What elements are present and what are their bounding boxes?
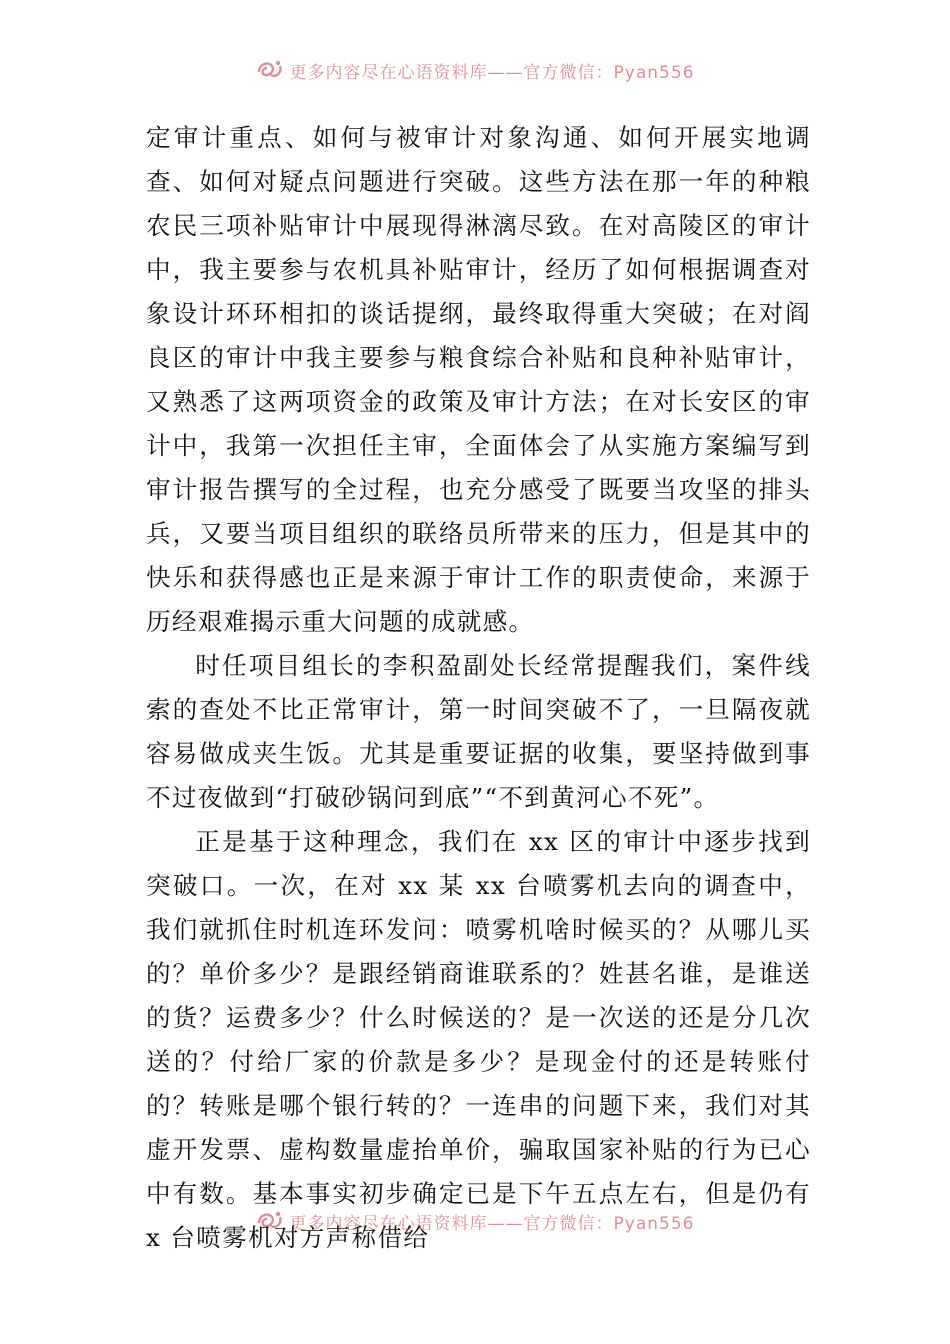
paragraph-3: 正是基于这种理念，我们在 xx 区的审计中逐步找到突破口。一次，在对 xx 某 xx 台喷雾机去向的调查中，我们就抓住时机连环发问：喷雾机啥时候买的？从哪儿买的？单价多少？是跟经销商谁联系的？姓甚名谁，是谁送的货？运费多少？什么时候送的？是一次送的还是分几次送的？付给厂家的价款是多少？是现金付的还是转账付的？转账是哪个银行转的？一连串的问题下来，我们对其虚开发票、虚构数量虚抬单价，骗取国家补贴的行为已心中有数。基本事实初步确定已是下午五点左右，但是仍有 x 台喷雾机对方声称借给 — [146, 827, 811, 1252]
watermark-text: 更多内容尽在心语资料库——官方微信：Pyan556 — [289, 1213, 695, 1234]
document-body — [146, 116, 811, 1260]
watermark-header — [0, 55, 950, 85]
paragraph-1: 定审计重点、如何与被审计对象沟通、如何开展实地调查、如何对疑点问题进行突破。这些方法在那一年的种粮农民三项补贴审计中展现得淋漓尽致。在对高陵区的审计中，我主要参与农机具补贴审计，经历了如何根据调查对象设计环环相扣的谈话提纲，最终取得重大突破；在对阎良区的审计中我主要参与粮食综合补贴和良种补贴审计，又熟悉了这两项资金的政策及审计方法；在对长安区的审计中，我第一次担任主审，全面体会了从实施方案编写到审计报告撰写的全过程，也充分感受了既要当攻坚的排头兵，又要当项目组织的联络员所带来的压力，但是其中的快乐和获得感也正是来源于审计工作的职责使命，来源于历经艰难揭示重大问题的成就感。 — [146, 123, 811, 636]
watermark-footer — [0, 1206, 950, 1236]
watermark-text: 更多内容尽在心语资料库——官方微信：Pyan556 — [289, 62, 695, 83]
paragraph-2: 时任项目组长的李积盈副处长经常提醒我们，案件线索的查处不比正常审计，第一时间突破不了，一旦隔夜就容易做成夹生饭。尤其是重要证据的收集，要坚持做到事不过夜做到“打破砂锅问到底”“不到黄河心不死”。 — [146, 651, 811, 812]
brand-logo-icon — [256, 58, 284, 82]
brand-logo-icon — [256, 1209, 284, 1233]
